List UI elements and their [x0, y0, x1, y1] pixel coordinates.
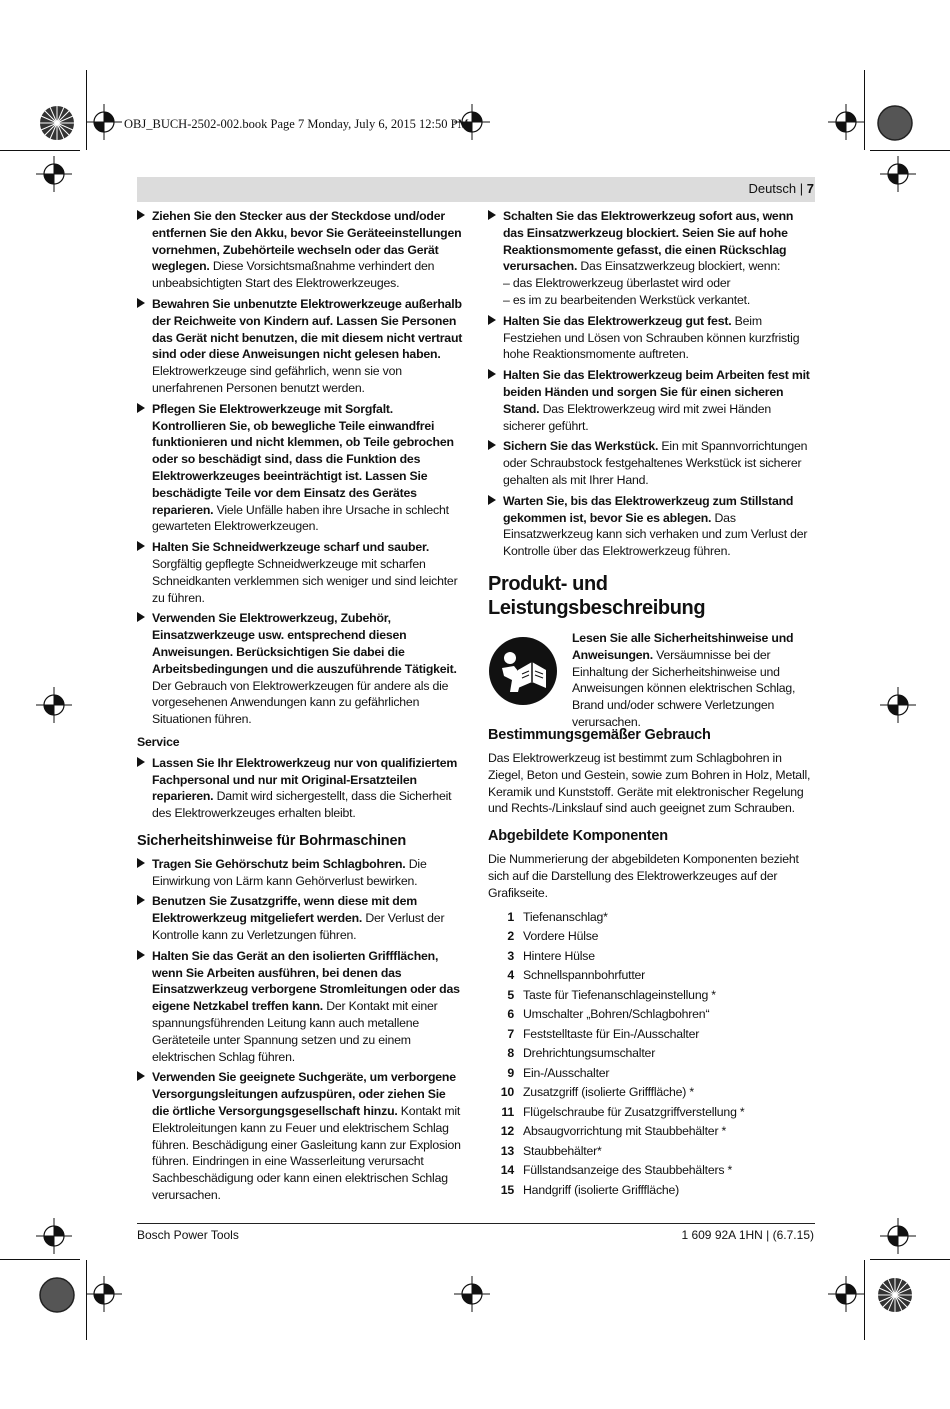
dash-item: – das Elektrowerkzeug überlastet wird oder: [503, 276, 731, 291]
component-item: [488, 986, 816, 1006]
bullet-bold-text: Benutzen Sie Zusatzgriffe, wenn diese mit dem Elektrowerkzeug mitgeliefert werden.: [152, 894, 417, 926]
bullet-arrow-icon: [137, 757, 145, 767]
bullet-arrow-icon: [137, 895, 145, 905]
bullet-text: Sorgfältig gepflegte Schneidwerkzeuge mit scharfen Schneidkanten verklemmen sich weniger und sind leichter zu führen.: [152, 556, 458, 605]
bullet-arrow-icon: [137, 950, 145, 960]
page-header-band: [137, 177, 815, 202]
component-number: 5: [507, 987, 514, 1002]
bullet-item: [137, 539, 465, 606]
components-intro: Die Nummerierung der abgebildeten Komponenten bezieht sich auf die Darstellung des Elektrowerkzeuges auf der Grafikseite.: [488, 852, 799, 900]
component-label: Vordere Hülse: [523, 929, 599, 944]
component-item: [488, 966, 816, 986]
component-label: Handgriff (isolierte Grifffläche): [523, 1182, 680, 1197]
intended-use-text: Das Elektrowerkzeug ist bestimmt zum Schlagbohren in Ziegel, Beton und Gestein, sowie zum Bohren in Holz, Metall, Keramik und Kunststoff. Geräte mit elektronischer Regelung und Rechts-/Linkslauf sind auch geeignet zum Schrauben.: [488, 750, 811, 816]
component-label: Drehrichtungsumschalter: [523, 1046, 656, 1061]
bullet-bold-text: Sichern Sie das Werkstück.: [503, 439, 659, 454]
bullet-text: Elektrowerkzeuge sind gefährlich, wenn sie von unerfahrenen Personen benutzt werden.: [152, 364, 402, 395]
crop-line: [86, 70, 87, 150]
crop-line: [864, 70, 865, 150]
safety-bullets-continued: [488, 208, 816, 560]
page-number: 7: [806, 181, 814, 196]
crosshair-mark-right-middle: [880, 687, 916, 723]
crop-line: [0, 1259, 80, 1260]
bullet-bold-text: Pflegen Sie Elektrowerkzeuge mit Sorgfalt. Kontrollieren Sie, ob bewegliche Teile einwandfrei funktionieren und nicht klemmen, ob Teile gebrochen oder so beschädigt sind, dass die Funktion des Elektrowerkzeuges beeinträchtigt ist. Lassen Sie beschädigte Teile vor dem Einsatz des Gerätes reparieren.: [152, 401, 454, 517]
page-separator: |: [796, 181, 807, 196]
registration-mark-top-right: [876, 104, 914, 142]
bullet-text: Das Elektrowerkzeug wird mit zwei Händen sicherer geführt.: [503, 401, 772, 433]
bullet-text: Kontakt mit Elektroleitungen kann zu Feuer und elektrischem Schlag führen. Beschädigung einer Gasleitung kann zur Explosion führen. Eindringen in eine Wasserleitung verursacht Sachbeschädigung oder kann einen elektrischen Schlag verursachen.: [152, 1104, 461, 1203]
component-number: 12: [500, 1124, 514, 1139]
component-item: [488, 1161, 816, 1181]
bullet-arrow-icon: [488, 315, 496, 325]
footer-brand: Bosch Power Tools: [137, 1228, 239, 1242]
registration-mark-bottom-left: [38, 1276, 76, 1314]
bullet-item: [137, 1069, 465, 1203]
bullet-text: Der Verlust der Kontrolle kann zu Verletzungen führen.: [152, 911, 445, 943]
bullet-item: [488, 438, 816, 488]
bullet-item: [137, 755, 465, 822]
bullet-item: [137, 610, 465, 728]
intended-use-heading: Bestimmungsgemäßer Gebrauch: [488, 726, 711, 743]
crop-line: [870, 1259, 950, 1260]
page-reference: [748, 181, 814, 196]
registration-mark-bottom-right: [876, 1276, 914, 1314]
crosshair-mark-right-bottom: [880, 1218, 916, 1254]
bullet-bold-text: Warten Sie, bis das Elektrowerkzeug zum Stillstand gekommen ist, bevor Sie es ablegen.: [503, 493, 794, 525]
crosshair-mark-bottom-right: [828, 1276, 864, 1312]
crosshair-mark-top-right: [828, 104, 864, 140]
bullet-bold-text: Tragen Sie Gehörschutz beim Schlagbohren.: [152, 856, 406, 871]
crosshair-mark-top-left: [86, 104, 122, 140]
crop-line: [86, 1260, 87, 1340]
bullet-arrow-icon: [137, 858, 145, 868]
component-label: Zusatzgriff (isolierte Grifffläche) *: [523, 1085, 694, 1100]
component-label: Tiefenanschlag*: [523, 909, 608, 924]
bullet-bold-text: Verwenden Sie Elektrowerkzeug, Zubehör, Einsatzwerkzeuge usw. entsprechend diesen Anweisungen. Berücksichtigen Sie dabei die Arbeitsbedingungen und die auszuführende Tätigkeit.: [152, 611, 457, 676]
bullet-text: Viele Unfälle haben ihre Ursache in schlecht gewarteten Elektrowerkzeugen.: [152, 502, 449, 534]
component-item: [488, 1181, 816, 1201]
dash-item: – es im zu bearbeitenden Werkstück verkantet.: [503, 292, 751, 307]
footer-rule: [137, 1223, 815, 1224]
bullet-bold-text: Verwenden Sie geeignete Suchgeräte, um verborgene Versorgungsleitungen aufzuspüren, oder ziehen Sie die örtliche Versorgungsgesellschaft hinzu.: [152, 1070, 456, 1119]
bullet-text: Diese Vorsichtsmaßnahme verhindert den unbeabsichtigten Start des Elektrowerkzeuges.: [152, 259, 435, 291]
book-header: OBJ_BUCH-2502-002.book Page 7 Monday, July 6, 2015 12:50 PM: [124, 117, 469, 131]
bullet-item: [488, 313, 816, 363]
bullet-arrow-icon: [488, 210, 496, 220]
component-number: 11: [501, 1104, 514, 1119]
component-label: Ein-/Ausschalter: [523, 1065, 610, 1080]
component-number: 10: [500, 1085, 514, 1100]
crop-line: [870, 150, 950, 151]
component-number: 2: [507, 929, 514, 944]
bullet-bold-text: Schalten Sie das Elektrowerkzeug sofort aus, wenn das Einsatzwerkzeug blockiert. Seien Sie auf hohe Reaktionsmomente gefasst, die einen Rückschlag verursachen.: [503, 209, 794, 274]
bullet-text: Ein mit Spannvorrichtungen oder Schraubstock festgehaltenes Werkstück ist sicherer gehalten als mit Ihrer Hand.: [503, 439, 808, 487]
component-label: Füllstandsanzeige des Staubbehälters *: [523, 1163, 733, 1178]
bullet-bold-text: Lassen Sie Ihr Elektrowerkzeug nur von qualifiziertem Fachpersonal und nur mit Original-Ersatzteilen reparieren.: [152, 755, 458, 804]
safety-bullets: [137, 208, 465, 728]
component-number: 8: [507, 1046, 514, 1061]
bullet-arrow-icon: [137, 298, 145, 308]
component-label: Feststelltaste für Ein-/Ausschalter: [523, 1026, 700, 1041]
bullet-text: Beim Festziehen und Lösen von Schrauben können kurzfristig hohe Reaktionsmomente auftreten.: [503, 313, 800, 362]
bullet-item: [137, 296, 465, 397]
component-item: [488, 947, 816, 967]
bullet-text: Damit wird sichergestellt, dass die Sicherheit des Elektrowerkzeuges erhalten bleibt.: [152, 789, 452, 821]
bullet-arrow-icon: [488, 440, 496, 450]
crop-line: [864, 1260, 865, 1340]
component-item: [488, 1044, 816, 1064]
component-item: [488, 1122, 816, 1142]
component-number: 9: [507, 1065, 514, 1080]
component-label: Taste für Tiefenanschlageinstellung *: [523, 987, 716, 1002]
bullet-item: [137, 948, 465, 1066]
component-item: [488, 1025, 816, 1045]
product-heading: Produkt- und Leistungsbeschreibung: [488, 572, 706, 619]
bullet-item: [488, 493, 816, 560]
bullet-arrow-icon: [137, 541, 145, 551]
component-number: 15: [500, 1182, 514, 1197]
bullet-arrow-icon: [137, 210, 145, 220]
bullet-text: Die Einwirkung von Lärm kann Gehörverlust bewirken.: [152, 856, 427, 888]
component-number: 13: [500, 1143, 514, 1158]
service-heading: Service: [137, 734, 180, 749]
bullet-item: [488, 367, 816, 434]
component-label: Umschalter „Bohren/Schlagbohren“: [523, 1007, 710, 1022]
components-heading: Abgebildete Komponenten: [488, 828, 668, 845]
registration-mark-top-left: [38, 104, 76, 142]
crosshair-mark-left-middle: [36, 687, 72, 723]
read-instructions-bold: Lesen Sie alle Sicherheitshinweise und Anweisungen.: [572, 630, 794, 662]
components-list: [488, 908, 816, 1201]
bullet-arrow-icon: [137, 612, 145, 622]
bullet-text: Der Gebrauch von Elektrowerkzeugen für andere als die vorgesehenen Anwendungen kann zu gefährlichen Situationen führen.: [152, 678, 449, 727]
bullet-bold-text: Halten Sie das Gerät an den isolierten Griffflächen, wenn Sie Arbeiten ausführen, bei denen das Einsatzwerkzeug verborgene Stromleitungen oder das eigene Netzkabel treffen kann.: [152, 948, 460, 1014]
crosshair-mark-bottom-left: [86, 1276, 122, 1312]
bullet-text: Das Einsatzwerkzeug kann sich verhaken und zum Verlust der Kontrolle über das Elektrowerkzeug führen.: [503, 510, 808, 559]
bullet-bold-text: Bewahren Sie unbenutzte Elektrowerkzeuge außerhalb der Reichweite von Kindern auf. Lassen Sie Personen das Gerät nicht benutzen, die mit diesem nicht vertraut sind oder diese Anweisungen nicht gelesen haben.: [152, 296, 463, 362]
bullet-bold-text: Ziehen Sie den Stecker aus der Steckdose und/oder entfernen Sie den Akku, bevor Sie Geräteeinstellungen vornehmen, Zubehörteile wechseln oder das Gerät weglegen.: [152, 209, 462, 274]
bullet-arrow-icon: [488, 495, 496, 505]
component-item: [488, 1103, 816, 1123]
crop-line: [0, 150, 80, 151]
bullet-item: [137, 893, 465, 943]
component-item: [488, 1005, 816, 1025]
component-number: 6: [507, 1007, 514, 1022]
bullet-arrow-icon: [137, 403, 145, 413]
left-column: [137, 208, 465, 1208]
bullet-item: [488, 208, 816, 309]
component-item: [488, 1064, 816, 1084]
read-manual-icon: [488, 636, 558, 706]
language-label: Deutsch: [748, 181, 797, 196]
bullet-text: Das Einsatzwerkzeug blockiert, wenn:: [577, 259, 781, 274]
footer-doc-number: 1 609 92A 1HN | (6.7.15): [681, 1228, 814, 1242]
service-bullets: [137, 755, 465, 822]
component-label: Hintere Hülse: [523, 948, 595, 963]
crosshair-mark-left-top: [36, 156, 72, 192]
component-item: [488, 1083, 816, 1103]
component-number: 7: [507, 1026, 514, 1041]
component-item: [488, 1142, 816, 1162]
bullet-bold-text: Halten Sie Schneidwerkzeuge scharf und sauber.: [152, 540, 430, 555]
crosshair-mark-bottom-center: [454, 1276, 490, 1312]
read-instructions-body: Versäumnisse bei der Einhaltung der Sicherheitshinweise und Anweisungen können elektrischen Schlag, Brand und/oder schwere Verletzungen verursachen.: [572, 647, 796, 729]
bullet-arrow-icon: [488, 369, 496, 379]
component-label: Schnellspannbohrfutter: [523, 968, 646, 983]
component-number: 14: [500, 1163, 514, 1178]
drill-safety-heading: Sicherheitshinweise für Bohrmaschinen: [137, 832, 406, 849]
component-number: 1: [507, 909, 514, 924]
component-label: Absaugvorrichtung mit Staubbehälter *: [523, 1124, 727, 1139]
component-number: 3: [507, 948, 514, 963]
drill-safety-bullets: [137, 856, 465, 1204]
bullet-item: [137, 856, 465, 890]
component-item: [488, 908, 816, 928]
bullet-bold-text: Halten Sie das Elektrowerkzeug gut fest.: [503, 313, 732, 328]
component-label: Flügelschraube für Zusatzgriffverstellung *: [523, 1104, 745, 1119]
crosshair-mark-right-top: [880, 156, 916, 192]
component-label: Staubbehälter*: [523, 1143, 602, 1158]
bullet-item: [137, 401, 465, 535]
bullet-bold-text: Halten Sie das Elektrowerkzeug beim Arbeiten fest mit beiden Händen und sorgen Sie für einen sicheren Stand.: [503, 368, 810, 416]
crosshair-mark-left-bottom: [36, 1218, 72, 1254]
read-instructions-text: [572, 630, 816, 731]
bullet-arrow-icon: [137, 1071, 145, 1081]
read-instructions-box: [488, 630, 816, 729]
component-number: 4: [507, 968, 514, 983]
bullet-item: [137, 208, 465, 292]
right-column: [488, 208, 816, 1200]
component-item: [488, 927, 816, 947]
bullet-text: Der Kontakt mit einer spannungsführenden Leitung kann auch metallene Geräteteile unter Spannung setzen und zu einem elektrischen Schlag führen.: [152, 999, 438, 1064]
